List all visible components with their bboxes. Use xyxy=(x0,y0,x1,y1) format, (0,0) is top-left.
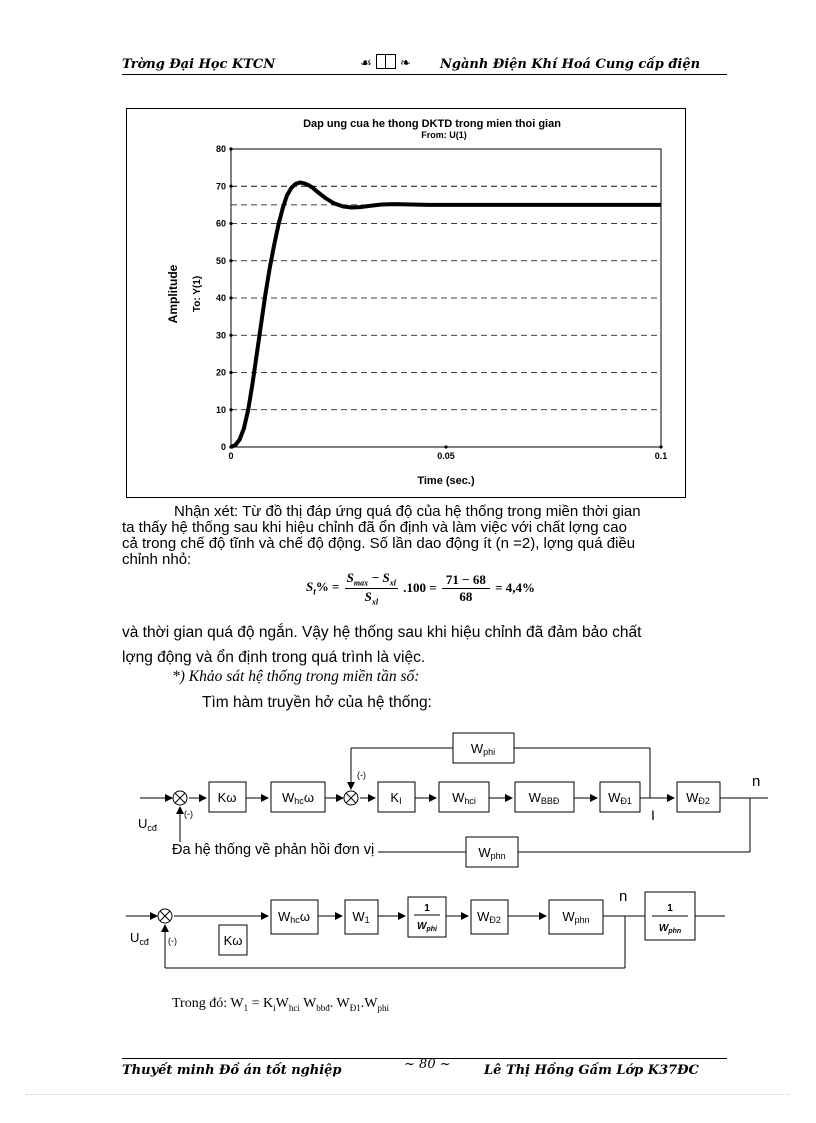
block-w-hc-omega-label: Whcω xyxy=(278,909,310,925)
minus-sign-outer: (-) xyxy=(184,809,193,819)
y-tick-label: 60 xyxy=(215,218,226,229)
footer-left: Thuyết minh Đồ án tốt nghiệp xyxy=(122,1063,342,1078)
y-tick-label: 10 xyxy=(215,404,226,415)
block-k-omega-label: Kω xyxy=(217,790,237,805)
header-ornament xyxy=(360,54,411,71)
remark-line-1: Nhận xét: Từ đồ thị đáp ứng quá độ của hệ thống trong miền thời gian xyxy=(174,503,641,520)
tilde-right-icon: ~ xyxy=(439,1057,451,1072)
remark-line-2: ta thấy hệ thống sau khi hiệu chỉnh đã ổn định và làm việc với chất lợng cao xyxy=(122,519,627,536)
chart-ylabel-output: To: Y(1) xyxy=(192,275,203,313)
block-inv-w-phi-den: $W_{phi}$ xyxy=(417,921,437,933)
minus-sign-inner: (-) xyxy=(357,770,366,780)
x-tick-label: 0.05 xyxy=(437,451,455,461)
block-inv-w-phn-num: 1 xyxy=(667,903,673,914)
block-w-phn-label: Wphn xyxy=(478,845,506,861)
section-title: *) Khảo sát hệ thống trong miền tần số: xyxy=(172,668,420,685)
block-inv-w-phn-den: $W_{phn}$ xyxy=(658,923,682,935)
conclusion-line-2: lợng động và ổn định trong quá trình là việc. xyxy=(122,649,426,666)
block-diagram-2 xyxy=(0,880,816,980)
y-tick-label: 50 xyxy=(215,255,226,266)
block-k-i-label: KI xyxy=(390,790,402,806)
chart-subtitle: From: U(1) xyxy=(421,130,467,140)
block-w-d1-label: WĐ1 xyxy=(608,790,632,806)
fraction-1: $S_{max} - S_{xl}$ $S_{xl}$ xyxy=(346,570,396,607)
x-tick-label: 0 xyxy=(228,451,234,461)
footer-right: Lê Thị Hồng Gấm Lớp K37ĐC xyxy=(484,1063,699,1078)
minus-sign: (-) xyxy=(168,936,177,946)
chart-ylabel: Amplitude xyxy=(166,264,180,324)
w1-definition: Trong đó: $W_1 = K_iW_{hci}$ $W_{bbđ}$. $W_{Đ1}.W_{phi}$ xyxy=(172,996,389,1013)
book-icon xyxy=(376,54,396,69)
open-loop-intro: Tìm hàm truyền hở của hệ thống: xyxy=(202,694,432,711)
block-w1-label: W1 xyxy=(352,909,370,925)
output-label: n xyxy=(619,888,628,905)
y-tick-label: 30 xyxy=(215,330,226,341)
block-k-omega-label: Kω xyxy=(223,933,243,948)
y-tick-label: 40 xyxy=(215,293,226,303)
remark-line-3: cả trong chế độ tĩnh và chế độ động. Số lần dao động ít (n =2), lợng quá điều xyxy=(122,535,636,552)
remark-line-4: chỉnh nhỏ: xyxy=(122,551,192,568)
remark-paragraph xyxy=(122,503,720,568)
y-tick-label: 70 xyxy=(215,181,226,192)
step-response-line xyxy=(231,183,661,448)
conclusion-paragraph xyxy=(122,620,722,670)
input-label: $U_{cđ}$ xyxy=(138,816,157,833)
overshoot-formula: $S_t\%$ = $S_{max} - S_{xl}$ $S_{xl}$ .100 = $\frac{71 - 68}{68}$ = 4,4% xyxy=(306,570,535,607)
current-label: I xyxy=(651,807,655,823)
block-inv-w-phi-num: 1 xyxy=(424,903,430,914)
conclusion-line-1: và thời gian quá độ ngắn. Vậy hệ thống sau khi hiệu chỉnh đã đảm bảo chất xyxy=(122,624,642,641)
block-w-bbd-label: WBBĐ xyxy=(528,790,560,806)
tilde-left-icon: ~ xyxy=(404,1057,415,1072)
block-diagram-1 xyxy=(0,720,816,870)
y-tick-label: 0 xyxy=(220,442,226,452)
chart-figure xyxy=(126,108,686,498)
y-tick-label: 80 xyxy=(215,144,226,154)
block-w-hc-omega-label: Whcω xyxy=(282,790,314,806)
fraction-2: $\frac{71 - 68}{68}$ xyxy=(442,572,490,605)
output-label: n xyxy=(752,773,761,790)
chart-title: Dap ung cua he thong DKTD trong mien thoi gian xyxy=(303,118,561,130)
block-w-phi-label: Wphi xyxy=(470,741,496,757)
step-response-chart xyxy=(127,109,685,497)
page-number: ~ 80 ~ xyxy=(404,1057,451,1072)
block-w-hci-label: Whci xyxy=(452,790,476,806)
chart-xlabel: Time (sec.) xyxy=(417,475,475,487)
x-tick-label: 0.1 xyxy=(654,451,668,461)
y-tick-label: 20 xyxy=(215,367,226,378)
block-w-d2-label: WĐ2 xyxy=(686,790,710,806)
input-label: $U_{cđ}$ xyxy=(130,930,149,947)
header-left: Trờng Đại Học KTCN xyxy=(122,57,276,72)
fleuron-right-icon: ❧ xyxy=(399,56,411,71)
block-w-d2-label: WĐ2 xyxy=(477,909,501,925)
header-right: Ngành Điện Khí Hoá Cung cấp điện xyxy=(440,57,701,72)
header-rule xyxy=(122,74,727,75)
diagram-caption: Đa hệ thống về phản hồi đơn vị xyxy=(172,842,378,858)
fleuron-left-icon: ☙ xyxy=(360,56,372,71)
page-edge-dots xyxy=(26,1094,790,1095)
block-w-phn-label: Wphn xyxy=(562,909,590,925)
